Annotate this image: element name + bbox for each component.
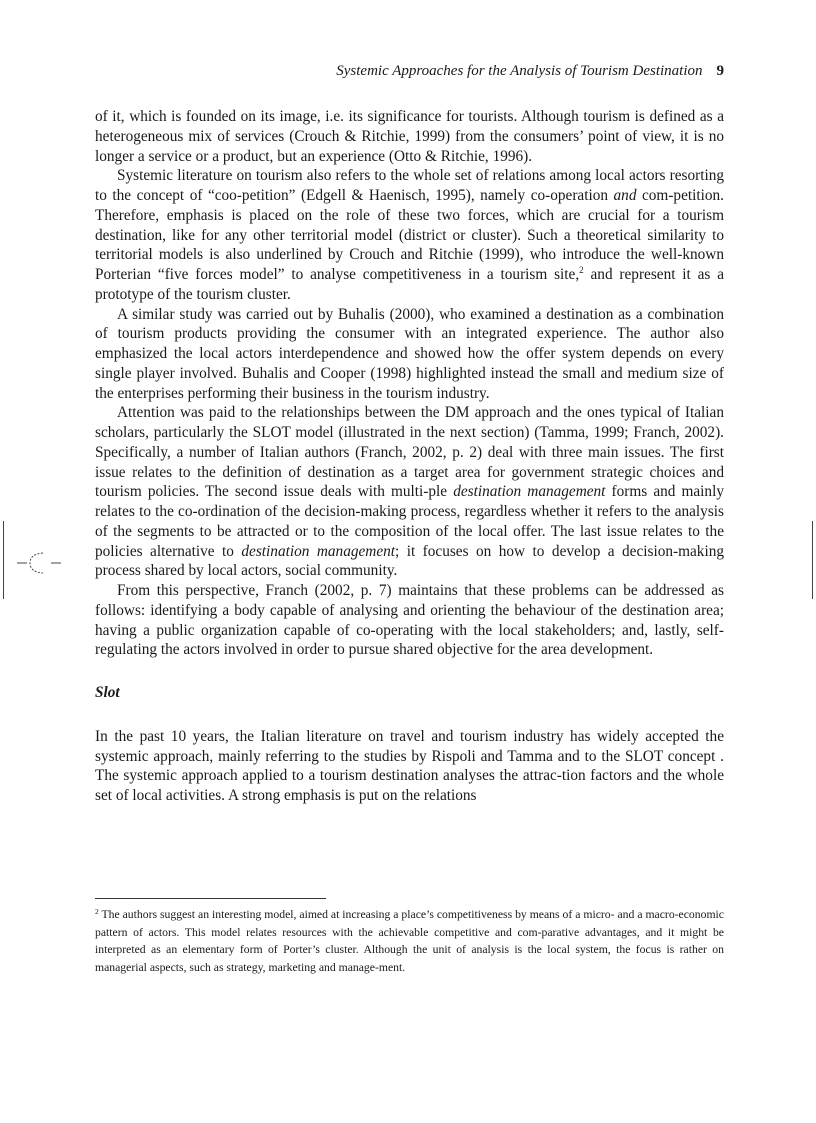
paragraph-5: From this perspective, Franch (2002, p. 7) maintains that these problems can be addressed as follows: identifying a body capable of analysing and orienting the behaviour of the destination area; having a public organization capable of co-operating with the local stakeholders; and, lastly, self-regulating the actors involved in order to pursue shared objective for the area development. — [95, 582, 724, 659]
footnote-number: 2 — [95, 907, 99, 916]
footnote — [95, 906, 724, 976]
running-title: Systemic Approaches for the Analysis of Tourism Destination — [336, 63, 703, 79]
emphasis-destination-management: destination management — [241, 542, 396, 560]
footnote-text: The authors suggest an interesting model, aimed at increasing a place’s competitiveness by means of a micro- and a macro-economic pattern of actors. This model relates resources with the achievable competitive and com-parative advantages, and it might be interpreted as an elementary form of Porter’s cluster. Although the unit of analysis is the local system, the focus is rather on managerial aspects, such as strategy, marketing and manage-ment. — [95, 908, 724, 974]
paragraph-2: Systemic literature on tourism also refers to the whole set of relations among local actors resorting to the concept of “coo-petition” (Edgell & Haenisch, 1995), namely co-operation and com-petition. Therefore, emphasis is placed on the role of these two forces, which are crucial for a tourism destination, like for any other territorial model (district or cluster). Such a theoretical similarity to territorial models is also underlined by Crouch and Ritchie (1999), who introduce the well-known Porterian “five forces model” to analyse competitiveness in a tourism site,$^2$ and represent it as a prototype of the tourism cluster. — [95, 167, 724, 303]
paragraph-3: A similar study was carried out by Buhalis (2000), who examined a destination as a combination of tourism products providing the consumer with an integrated experience. The author also emphasized the local actors interdependence and showed how the offer system depends on every single player involved. Buhalis and Cooper (1998) highlighted instead the small and medium size of the enterprises performing their business in the tourism industry. — [95, 305, 724, 402]
emphasis-and: and — [613, 187, 637, 204]
registration-mark-icon — [17, 550, 63, 576]
footnote-rule — [95, 898, 326, 899]
emphasis-destination-management: destination management — [453, 483, 606, 501]
paragraph-1: of it, which is founded on its image, i.e. its significance for tourists. Although tourism is defined as a heterogeneous mix of services (Crouch & Ritchie, 1999) from the consumers’ point of view, it is no longer a service or a product, but an experience (Otto & Ritchie, 1996). — [95, 108, 724, 165]
body-text — [95, 107, 724, 806]
section-heading: Slot — [95, 684, 120, 701]
paragraph-4: Attention was paid to the relationships between the DM approach and the ones typical of Italian scholars, particularly the SLOT model (illustrated in the next section) (Tamma, 1999; Franch, 2002). Specifically, a number of Italian authors (Franch, 2002, p. 2) deal with three main issues. The first issue relates to the definition of destination as a target area for government strategic choices and tourism policies. The second issue deals with multi-ple destination management forms and mainly relates to the co-ordination of the decision-making process, regardless whether it refers to the analysis of the segments to be attracted or to the composition of the local offer. The last issue relates to the policies alternative to destination management; it focuses on how to develop a decision-making process shared by local actors, social community. — [95, 404, 724, 580]
left-crop-edge — [3, 521, 4, 599]
paragraph-6: In the past 10 years, the Italian literature on travel and tourism industry has widely accepted the systemic approach, mainly referring to the studies by Rispoli and Tamma and to the SLOT concept . The systemic approach applied to a tourism destination analyses the attrac-tion factors and the whole set of local activities. A strong emphasis is put on the relations — [95, 727, 724, 804]
right-crop-edge — [812, 521, 813, 599]
footnote-ref-2[interactable]: 2 — [579, 265, 584, 275]
page-number: 9 — [716, 63, 724, 79]
running-head — [95, 62, 724, 80]
